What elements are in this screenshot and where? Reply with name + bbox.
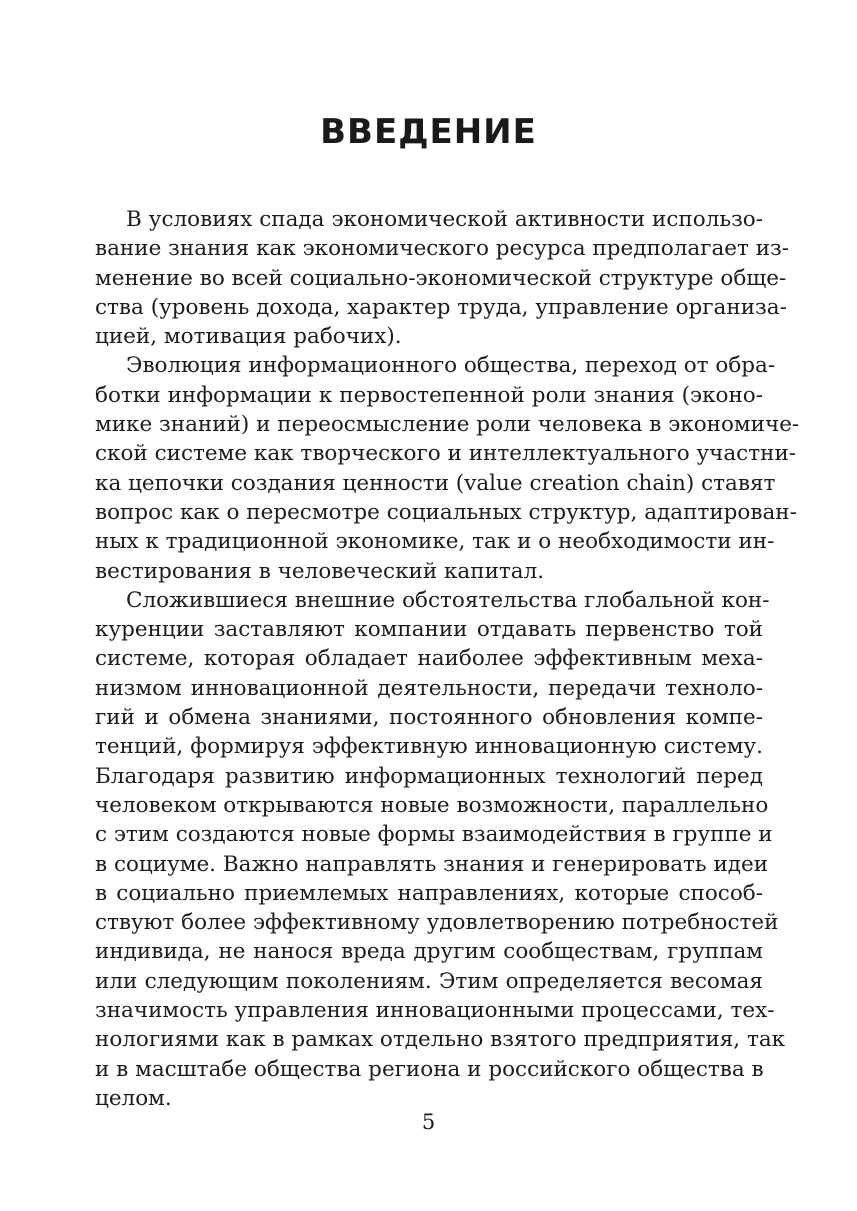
paragraph-line: низмом инновационной деятельности, передачи техноло- bbox=[95, 675, 763, 701]
paragraph-line: ствуют более эффективному удовлетворению потребностей bbox=[95, 910, 779, 936]
paragraph-line: Сложившиеся внешние обстоятельства глобальной кон- bbox=[126, 587, 770, 613]
paragraph-3 bbox=[95, 586, 786, 1113]
paragraph-line: в социуме. Важно направлять знания и генерировать идеи bbox=[95, 851, 769, 877]
paragraph-line: тенций, формируя эффективную инновационную систему. bbox=[95, 734, 763, 760]
paragraph-line: менение во всей социально-экономической структуре обще- bbox=[95, 265, 787, 291]
paragraph-line: ботки информации к первостепенной роли знания (эконо- bbox=[95, 382, 763, 408]
paragraph-line: вание знания как экономического ресурса предполагает из- bbox=[95, 236, 790, 262]
paragraph-line: Эволюция информационного общества, переход от обра- bbox=[126, 353, 776, 379]
paragraph-line: и в масштабе общества региона и российского общества в bbox=[95, 1056, 764, 1082]
paragraph-line: индивида, не нанося вреда другим сообществам, группам bbox=[95, 939, 763, 965]
paragraph-line: значимость управления инновационными процессами, тех- bbox=[95, 998, 775, 1024]
body-text bbox=[95, 205, 800, 1113]
paragraph-line: ской системе как творческого и интеллектуального участни- bbox=[95, 441, 797, 467]
chapter-heading: ВВЕДЕНИЕ bbox=[320, 112, 537, 152]
paragraph-line: В условиях спада экономической активности использо- bbox=[126, 207, 763, 232]
paragraph-line: куренции заставляют компании отдавать первенство той bbox=[95, 617, 763, 643]
paragraph-line: Благодаря развитию информационных технологий перед bbox=[95, 763, 763, 789]
paragraph-line: вопрос как о пересмотре социальных структур, адаптирован- bbox=[95, 499, 797, 525]
paragraph-line: ства (уровень дохода, характер труда, управление организа- bbox=[95, 294, 787, 320]
paragraph-line: с этим создаются новые формы взаимодействия в группе и bbox=[95, 822, 773, 848]
paragraph-line: цией, мотивация рабочих). bbox=[95, 324, 402, 350]
paragraph-line: нологиями как в рамках отдельно взятого предприятия, так bbox=[95, 1027, 786, 1053]
paragraph-line: системе, которая обладает наиболее эффективным меха- bbox=[95, 646, 763, 672]
paragraph-line: человеком открываются новые возможности, параллельно bbox=[95, 792, 769, 818]
paragraph-line: вестирования в человеческий капитал. bbox=[95, 558, 545, 584]
paragraph-line: в социально приемлемых направлениях, которые способ- bbox=[95, 880, 763, 906]
paragraph-line: или следующим поколениям. Этим определяется весомая bbox=[95, 968, 763, 994]
paragraph-line: целом. bbox=[95, 1085, 172, 1111]
paragraph-line: гий и обмена знаниями, постоянного обновления компе- bbox=[95, 705, 763, 731]
page-number: 5 bbox=[421, 1110, 436, 1134]
paragraph-line: мике знаний) и переосмысление роли человека в экономиче- bbox=[95, 412, 800, 438]
paragraph-line: ка цепочки создания ценности (value creation chain) ставят bbox=[95, 470, 776, 496]
paragraph-1 bbox=[95, 205, 790, 351]
paragraph-line: ных к традиционной экономике, так и о необходимости ин- bbox=[95, 529, 775, 555]
paragraph-2 bbox=[95, 351, 800, 585]
